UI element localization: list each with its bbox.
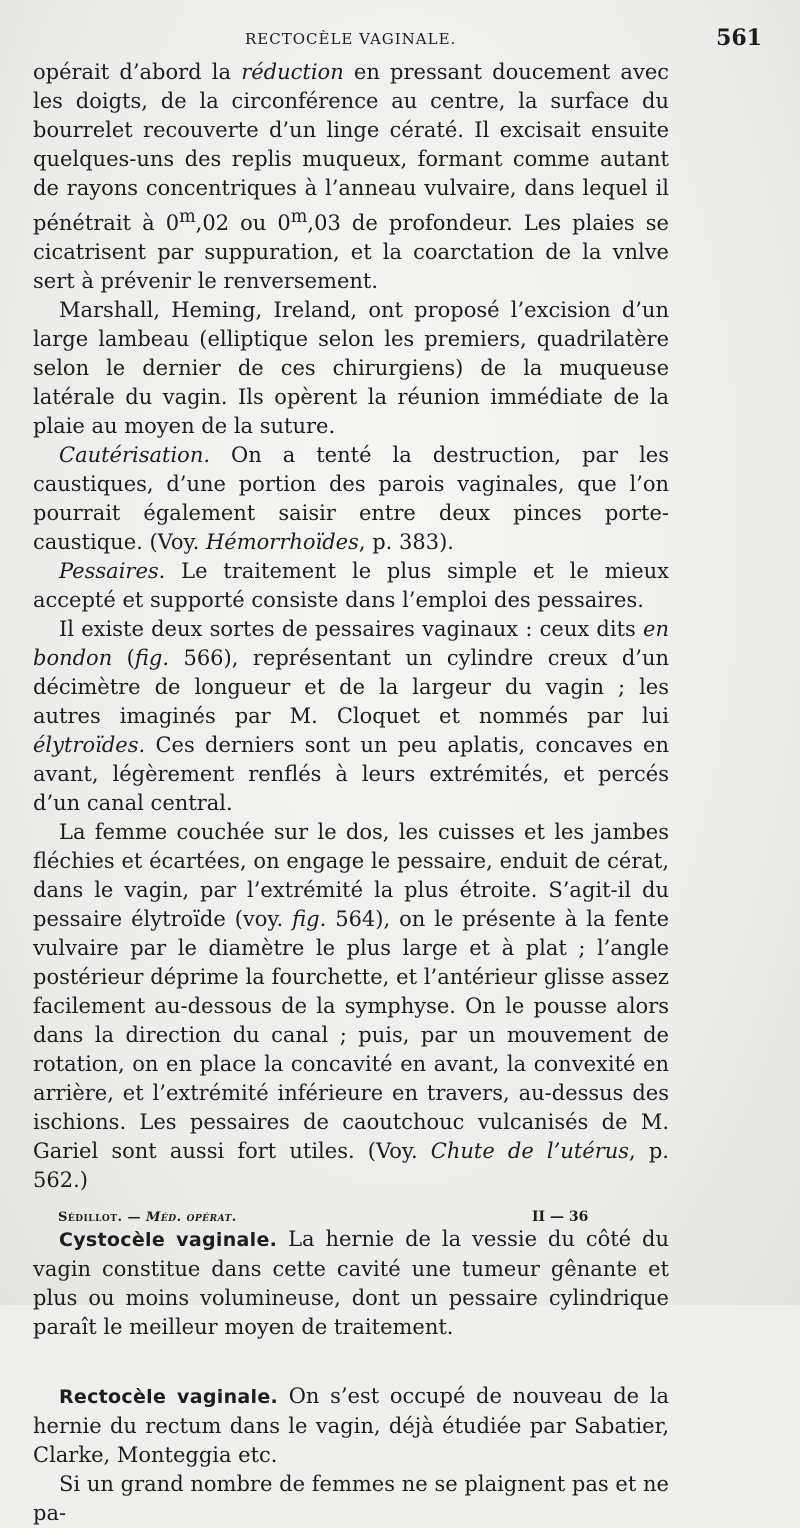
paragraph-last: Si un grand nombre de femmes ne se plaignent pas et ne pa- (33, 1472, 669, 1525)
meter-superscript-1: m (179, 207, 196, 227)
paragraph-5-text-d: Ces derniers sont un peu aplatis, concaves en avant, légèrement renflés à leurs extrémités, et percés d’un canal central. (33, 733, 669, 815)
paragraph-3-lead: Cautérisation. (59, 443, 211, 467)
meter-superscript-2: m (290, 207, 308, 227)
paragraph-6-fig-ref: fig. (292, 907, 327, 931)
paragraph-6-text-b: 564), on le présente à la fente vulvaire par le diamètre le plus large et à plat ; l’angle postérieur déprime la fourchette, et l’antérieur glisse assez facilement au-dessous de la symphyse. On le pousse alors dans la direction du canal ; puis, par un mouvement de rotation, on en place la concavité en avant, la convexité en arrière, et l’extrémité inférieure en travers, au-dessus des ischions. Les pessaires de caoutchouc vulcanisés de M. Gariel sont aussi fort utiles. (Voy. (33, 907, 670, 1163)
paragraph-4 (33, 557, 669, 615)
paragraph-3-reference: Hémorrhoïdes (205, 530, 359, 554)
footer-work-title: Méd. opérat. (146, 1210, 237, 1225)
section-heading-rectocele: Rectocèle vaginale. (59, 1386, 279, 1408)
page-number: 561 (716, 25, 762, 51)
running-title: RECTOCÈLE VAGINALE. (245, 30, 457, 48)
running-header (40, 25, 762, 54)
paragraph-4-text: Le traitement le plus simple et le mieux accepté et supporté consiste dans l’emploi des pessaires. (33, 559, 669, 612)
paragraph-5-emphasis-a: en bondon (33, 617, 669, 670)
paragraph-5-text-b: ( (112, 646, 135, 670)
paragraph-5-text-c: 566), représentant un cylindre creux d’un décimètre de longueur et de la largeur du vagin ; les autres imaginés par M. Cloquet et nommés par lui (33, 646, 669, 728)
paragraph-1-text-a: opérait d’abord la (33, 60, 242, 84)
paragraph-1-emphasis: réduction (241, 60, 344, 84)
paragraph-cystocele-text: La hernie de la vessie du côté du vagin constitue dans cette cavité une tumeur gênante et plus ou moins volumineuse, dont un pessaire cylindrique paraît le meilleur moyen de traitement. (33, 1227, 669, 1339)
paragraph-3-text-b: , p. 383). (358, 530, 454, 554)
section-heading-cystocele: Cystocèle vaginale. (59, 1229, 278, 1251)
paragraph-1-text-c: ,02 ou 0 (195, 211, 291, 235)
footer-dash: — (122, 1210, 147, 1225)
paragraph-rectocele (33, 1382, 669, 1470)
paragraph-5 (33, 615, 669, 818)
paragraph-6-text-a: La femme couchée sur le dos, les cuisses et les jambes fléchies et écartées, on engage le pessaire, enduit de cérat, dans le vagin, par l’extrémité la plus étroite. S’agit-il du pessaire élytroïde (voy. (33, 820, 669, 931)
paragraph-5-emphasis-b: élytroïdes. (33, 733, 146, 757)
paragraph-cystocele (33, 1225, 669, 1342)
paragraph-1-text-b: en pressant doucement avec les doigts, de la circonférence au centre, la surface du bourrelet recouverte d’un linge cératé. Il excisait ensuite quelques-uns des replis muqueux, formant comme autant de rayons concentriques à l’anneau vulvaire, dans lequel il pénétrait à 0 (33, 60, 670, 235)
page-body (33, 58, 669, 1528)
paragraph-6 (33, 818, 669, 1195)
paragraph-2: Marshall, Heming, Ireland, ont proposé l’excision d’un large lambeau (elliptique selon les premiers, quadrilatère selon le dernier de ces chirurgiens) de la muqueuse latérale du vagin. Ils opèrent la réunion immédiate de la plaie au moyen de la suture. (33, 298, 669, 438)
paragraph-5-text-a: Il existe deux sortes de pessaires vaginaux : ceux dits (59, 617, 644, 641)
paragraph-6-text-c: , p. 562.) (33, 1139, 669, 1192)
footer-author-name: Sédillot. (58, 1210, 123, 1225)
footer-author (58, 1210, 237, 1225)
paragraph-1 (33, 58, 669, 296)
paragraph-6-reference: Chute de l’utérus (430, 1139, 630, 1163)
paragraph-3 (33, 441, 669, 557)
paragraph-3-text-a: On a tenté la destruction, par les caustiques, d’une portion des parois vaginales, que l’on pourrait également saisir entre deux pinces porte-caustique. (Voy. (33, 443, 669, 554)
footer-signature: II — 36 (532, 1209, 589, 1225)
paragraph-4-lead: Pessaires. (59, 559, 166, 583)
paragraph-1-text-d: ,03 de profondeur. Les plaies se cicatrisent par suppuration, et la coarctation de la vnlve sert à prévenir le renversement. (33, 211, 669, 293)
paragraph-5-fig-ref: fig. (134, 646, 170, 670)
paragraph-rectocele-text: On s’est occupé de nouveau de la hernie du rectum dans le vagin, déjà étudiée par Sabatier, Clarke, Monteggia etc. (33, 1384, 670, 1467)
